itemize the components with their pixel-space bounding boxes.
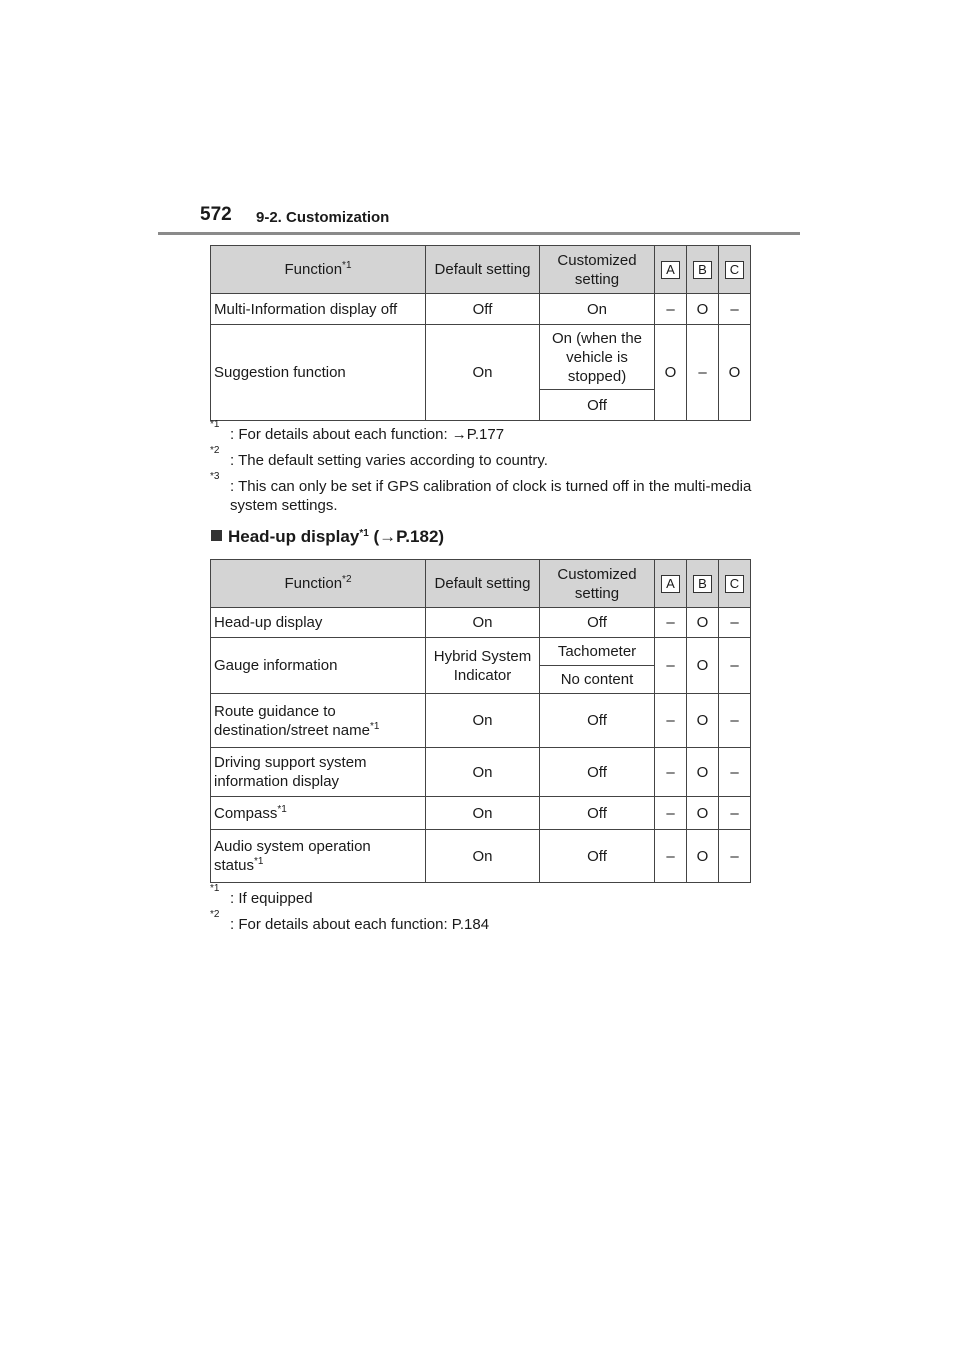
header-function: Function$^{*2}$ [211,560,426,608]
table-row: Route guidance to destination/street name$^{*1}$ On Off – O – [211,694,751,748]
table-header-row [211,246,751,294]
footnote: *2 : The default setting varies according to country. [210,445,548,469]
table-row: Multi-Information display off Off On – O – [211,294,751,325]
footnote: *1 : If equipped [210,883,313,907]
table-row: Off [211,390,751,421]
header-customized: Customized setting [540,246,655,294]
table-row: Driving support system information display On Off – O – [211,748,751,797]
header-a: A [661,575,680,593]
customization-table-2 [210,559,751,883]
footnotes-1 [210,419,770,522]
table-row: Audio system operation status$^{*1}$ On Off – O – [211,830,751,883]
header-customized: Customized setting [540,560,655,608]
table-row: No content [211,666,751,694]
header-a: A [661,261,680,279]
square-bullet-icon [211,530,222,541]
header-default: Default setting [426,560,540,608]
footnotes-2 [210,883,770,941]
table-row: Compass$^{*1}$ On Off – O – [211,797,751,830]
header-rule [158,232,800,235]
header-b: B [693,575,712,593]
header-default: Default setting [426,246,540,294]
header-c: C [725,261,744,279]
head-up-display-heading: Head-up display$^{*1}$ (→P.182) [211,527,444,547]
table-row: Gauge information Hybrid System Indicator Tachometer – O – [211,638,751,666]
page-number: 572 [200,204,232,225]
header-c: C [725,575,744,593]
table-row: Suggestion function On On (when the vehicle is stopped) O – O [211,325,751,390]
table-row: Head-up display On Off – O – [211,608,751,638]
table-header-row [211,560,751,608]
header-function: Function$^{*1}$ [211,246,426,294]
header-b: B [693,261,712,279]
section-title: 9-2. Customization [256,209,390,226]
footnote: *1 : For details about each function: →P.177 [210,419,505,443]
footnote: *2 : For details about each function: P.184 [210,909,490,933]
footnote: *3 : This can only be set if GPS calibration of clock is turned off in the multi-media system settings. [210,471,752,514]
customization-table-1 [210,245,751,421]
